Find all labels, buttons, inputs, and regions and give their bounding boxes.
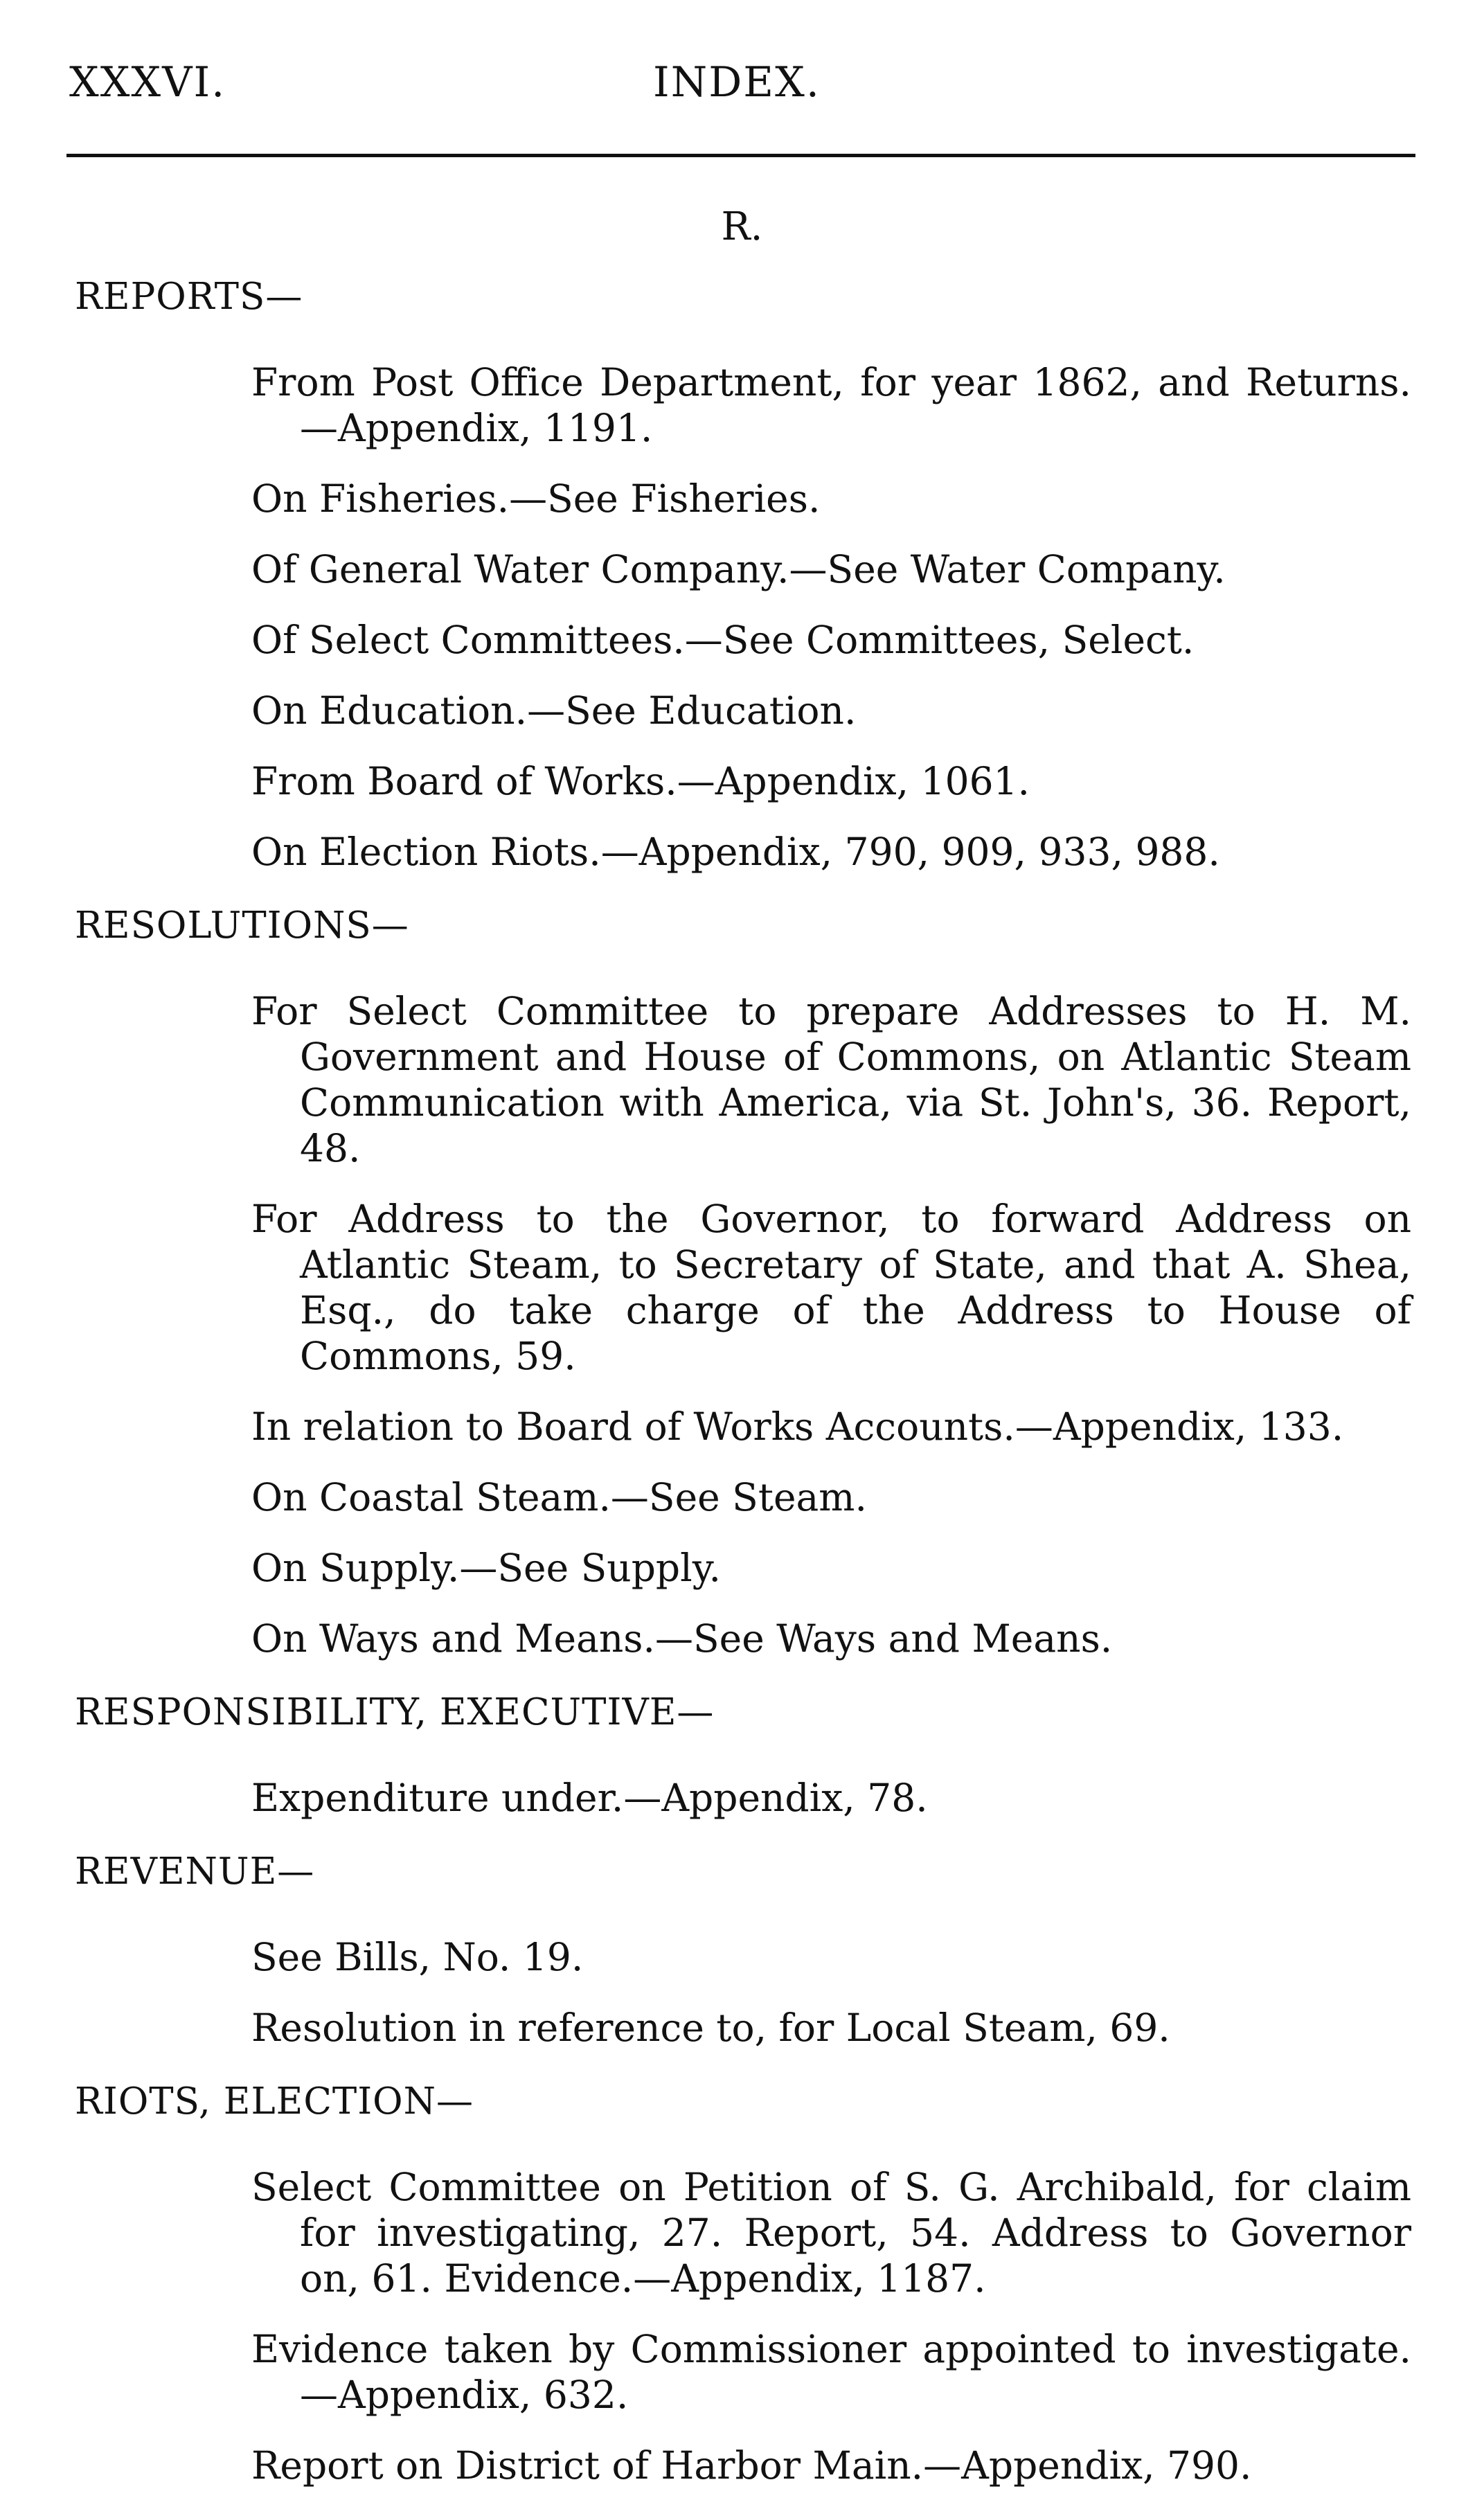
index-entry: See Bills, No. 19. [251,1935,584,1979]
section-heading: RESPONSIBILITY, EXECUTIVE— [75,1691,715,1733]
index-entry: For Select Committee to prepare Addresses to H. M. Government and House of Commons, on Atlantic Steam Communication with America, via St. John's, 36. Report, 48. [251,989,1411,1170]
index-entry: In relation to Board of Works Accounts.—Appendix, 133. [251,1404,1344,1449]
index-entry: On Fisheries.—See Fisheries. [251,476,821,521]
index-entry: From Post Office Department, for year 1862, and Returns.—Appendix, 1191. [251,360,1411,450]
section-heading: RIOTS, ELECTION— [75,2080,474,2123]
index-entry: Select Committee on Petition of S. G. Archibald, for claim for investigating, 27. Report, 54. Address to Governor on, 61. Evidence.—Appendix, 1187. [251,2165,1411,2301]
index-section-revenue [75,1848,1411,2051]
page-number: XXXVI. [69,58,226,107]
index-section-resolutions [75,902,1411,1661]
index-content [75,274,1411,2516]
index-entry: On Ways and Means.—See Ways and Means. [251,1616,1113,1661]
index-entry: For Address to the Governor, to forward Address on Atlantic Steam, to Secretary of State, and that A. Shea, Esq., do take charge of the Address to House of Commons, 59. [251,1197,1411,1378]
index-entry: Of Select Committees.—See Committees, Select. [251,618,1195,662]
index-section-reports [75,274,1411,875]
section-heading: REVENUE— [75,1850,315,1893]
index-section-responsibility [75,1689,1411,1821]
header-rule [66,154,1415,157]
index-section-riots [75,2078,1411,2488]
letter-heading: R. [721,204,763,249]
page-title: INDEX. [653,58,821,107]
index-entry: Expenditure under.—Appendix, 78. [251,1776,928,1820]
index-entry: Report on District of Harbor Main.—Appendix, 790. [251,2443,1252,2488]
index-entry: On Coastal Steam.—See Steam. [251,1475,867,1519]
index-entry: From Board of Works.—Appendix, 1061. [251,759,1030,803]
index-entry: On Supply.—See Supply. [251,1546,721,1590]
index-entry: Evidence taken by Commissioner appointed to investigate.—Appendix, 632. [251,2327,1411,2417]
section-heading: REPORTS— [75,276,303,318]
index-entry: Of General Water Company.—See Water Company. [251,547,1226,591]
index-entry: On Education.—See Education. [251,688,857,733]
index-entry: On Election Riots.—Appendix, 790, 909, 933, 988. [251,830,1220,874]
index-entry: Resolution in reference to, for Local Steam, 69. [251,2006,1170,2050]
running-head [69,58,1415,114]
section-heading: RESOLUTIONS— [75,904,409,947]
